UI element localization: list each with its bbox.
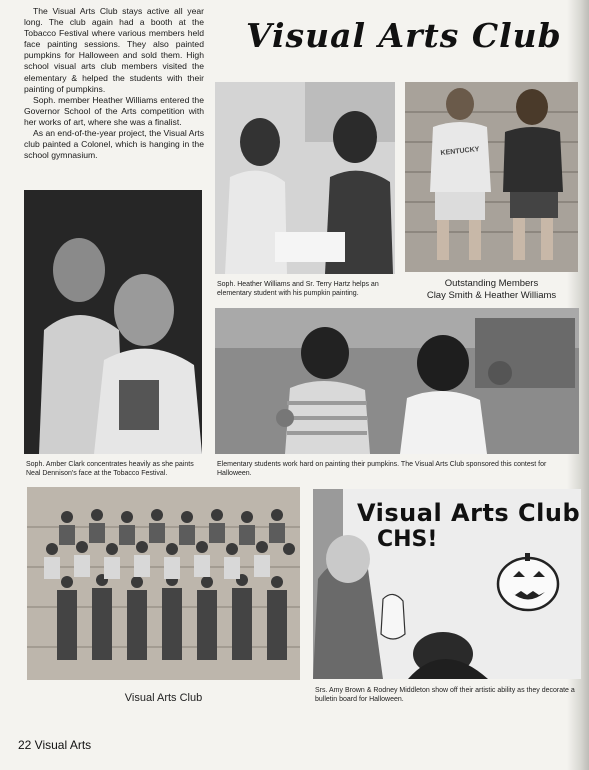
page-footer: 22 Visual Arts xyxy=(18,738,92,752)
bulletin-board-heading xyxy=(357,499,581,552)
caption-pumpkin-help: Soph. Heather Williams and Sr. Terry Hartz helps an elementary student with his pumpkin painting. xyxy=(217,281,379,297)
intro-paragraph-2: Soph. member Heather Williams entered the Governor School of the Arts competition with her works of art, where she was a finalist. xyxy=(24,94,204,127)
caption-bulletin-board: Srs. Amy Brown & Rodney Middleton show off their artistic ability as they decorate a bulletin board for Halloween. xyxy=(315,687,575,703)
page-title: Visual Arts Club xyxy=(246,16,562,55)
bulletin-board-line1: Visual Arts Club xyxy=(357,499,581,527)
photo-elementary-students xyxy=(215,308,579,454)
photo-bulletin-board xyxy=(313,489,581,679)
caption-group: Visual Arts Club xyxy=(124,692,203,704)
caption-outstanding-line2: Clay Smith & Heather Williams xyxy=(426,290,557,301)
photo-face-painting xyxy=(24,190,202,454)
caption-outstanding-members xyxy=(405,278,578,302)
caption-elementary: Elementary students work hard on painting their pumpkins. The Visual Arts Club sponsored this contest for Halloween. xyxy=(217,461,547,477)
shirt-lettering: KENTUCKY xyxy=(440,145,480,158)
intro-paragraph-1: The Visual Arts Club stays active all year long. The club again had a booth at the Tobacco Festival where various members held face painting sessions. They also painted pumpkins for Halloween and sold them. High school visual arts club members visited the elementary & helped the students with their painting of pumpkins. xyxy=(24,6,204,94)
photo-outstanding-members xyxy=(405,82,578,272)
intro-text xyxy=(24,6,204,161)
intro-paragraph-3: As an end-of-the-year project, the Visual Arts club painted a Colonel, which is hanging in the school gymnasium. xyxy=(24,128,204,161)
photo-group xyxy=(27,487,300,680)
bulletin-board-line2: CHS! xyxy=(377,527,438,552)
caption-outstanding-line1: Outstanding Members xyxy=(444,278,539,289)
caption-face-painting: Soph. Amber Clark concentrates heavily as she paints Neal Dennison's face at the Tobacco Festival. xyxy=(26,461,194,477)
photo-pumpkin-help xyxy=(215,82,395,274)
